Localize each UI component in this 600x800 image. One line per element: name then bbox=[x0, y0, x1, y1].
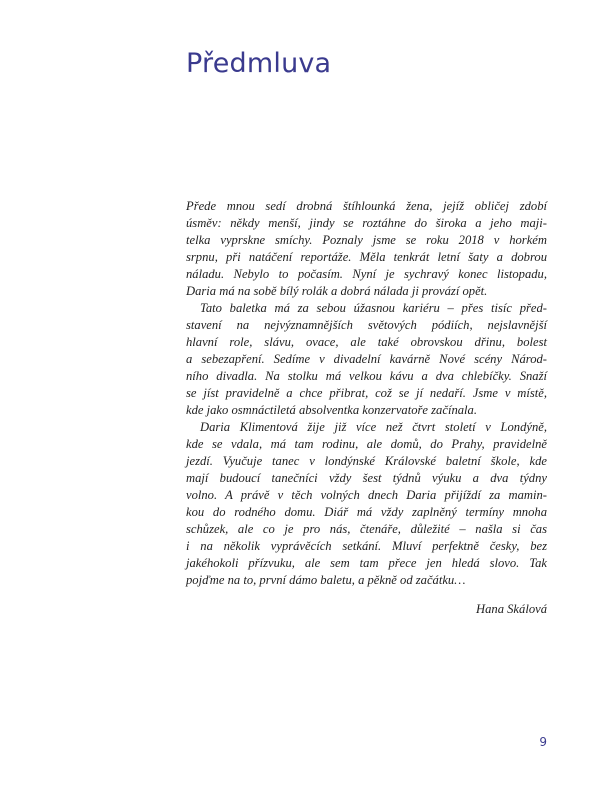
author-signature: Hana Skálová bbox=[476, 602, 547, 616]
text-line: Daria Klimentová žije již více než čtvrt století v Londýně, bbox=[200, 420, 547, 434]
text-line: se jíst pravidelně a chce přibrat, což se jí nedaří. Jsme v místě, bbox=[186, 386, 547, 400]
text-line: stavení na nejvýznamnějších světových pódiích, nejslavnější bbox=[186, 318, 547, 332]
text-line: volno. A právě v těch volných dnech Daria přijíždí za mamin- bbox=[186, 488, 547, 502]
text-line: schůzek, ale co je pro nás, čtenáře, důležité – našla si čas bbox=[186, 522, 547, 536]
paragraph-2 bbox=[186, 300, 547, 419]
text-line: mají budoucí tanečníci vždy šest týdnů výuku a dva týdny bbox=[186, 471, 547, 485]
text-line: náladu. Nebylo to počasím. Nyní je sychravý konec listopadu, bbox=[186, 267, 547, 281]
text-line: i na několik vyprávěcích setkání. Mluví perfektně česky, bez bbox=[186, 539, 547, 553]
text-line: kde jako osmnáctiletá absolventka konzervatoře začínala. bbox=[186, 403, 477, 417]
paragraph-3 bbox=[186, 419, 547, 589]
text-line: kou do rodného domu. Diář má vždy zaplněný termíny mnoha bbox=[186, 505, 547, 519]
text-line: jakéhokoli přízvuku, ale sem tam přece jen hledá slovo. Tak bbox=[186, 556, 547, 570]
page-number: 9 bbox=[539, 735, 547, 749]
text-line: jezdí. Vyučuje tanec v londýnské Královské baletní škole, kde bbox=[186, 454, 547, 468]
text-line: pojďme na to, první dámo baletu, a pěkně od začátku… bbox=[186, 573, 466, 587]
text-line: úsměv: někdy menší, jindy se roztáhne do široka a jeho maji- bbox=[186, 216, 547, 230]
preface-text bbox=[186, 198, 547, 618]
text-line: kde se vdala, má tam rodinu, ale domů, do Prahy, pravidelně bbox=[186, 437, 547, 451]
paragraph-1 bbox=[186, 198, 547, 300]
text-line: Tato baletka má za sebou úžasnou kariéru – přes tisíc před- bbox=[200, 301, 547, 315]
text-line: Daria má na sobě bílý rolák a dobrá nálada ji provází opět. bbox=[186, 284, 488, 298]
chapter-title: Předmluva bbox=[186, 48, 332, 79]
text-line: a sebezapření. Sedíme v divadelní kavárně Nové scény Národ- bbox=[186, 352, 547, 366]
text-line: ního divadla. Na stolku má velkou kávu a dva chlebíčky. Snaží bbox=[186, 369, 547, 383]
text-line: Přede mnou sedí drobná štíhlounká žena, jejíž obličej zdobí bbox=[186, 199, 547, 213]
text-line: srpnu, při natáčení reportáže. Měla tenkrát letní šaty a dobrou bbox=[186, 250, 547, 264]
text-line: hlavní role, slávu, ovace, ale také obrovskou dřinu, bolest bbox=[186, 335, 547, 349]
text-line: telka vyprskne smíchy. Poznaly jsme se roku 2018 v horkém bbox=[186, 233, 547, 247]
